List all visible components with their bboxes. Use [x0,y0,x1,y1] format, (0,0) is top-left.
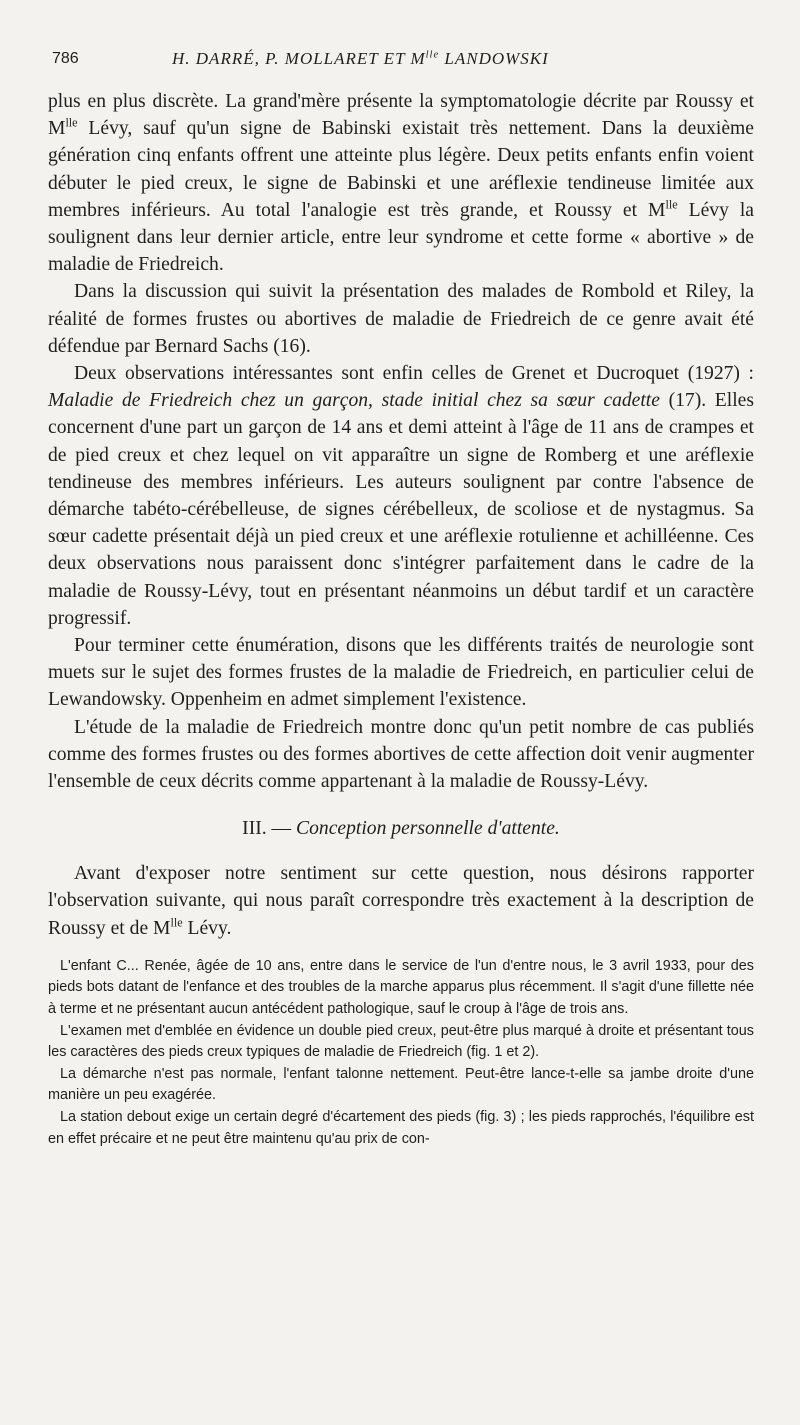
observation-paragraph-2: L'examen met d'emblée en évidence un double pied creux, peut-être plus marqué à droite et présentant tous les caractères des pieds creux typiques de maladie de Friedreich (fig. 1 et 2). [48,1022,754,1061]
paragraph-etude: L'étude de la maladie de Friedreich montre donc qu'un petit nombre de cas publiés comme des formes frustes ou des formes abortives de cette affection doit venir augmenter l'ensemble de ceux décrits comme appartenant à la maladie de Roussy-Lévy. [48,716,754,793]
observation-text [48,956,754,1150]
p3-text-b: (17). Elles concernent d'une part un garçon de 14 ans et demi atteint à l'âge de 11 ans de crampes et de pied creux et chez lequel on vit apparaître un signe de Romberg et une aréflexie tendineuse des membres inférieurs. Les auteurs soulignent par contre l'absence de démarche tabéto-cérébelleuse, de signes cérébelleux, de scoliose et de nystagmus. Sa sœur cadette présentait déjà un pied creux et une aréflexie rotulienne et achilléenne. Ces deux observations nous paraissent donc s'intégrer parfaitement dans le cadre de la maladie de Roussy-Lévy, tout en présentant néanmoins un début tardif et un caractère progressif. [48,390,754,629]
section-heading [48,815,754,842]
paragraph-continuation [48,88,754,278]
observation-paragraph-1: L'enfant C... Renée, âgée de 10 ans, entre dans le service de l'un d'entre nous, le 3 avril 1933, pour des pieds bots datant de l'enfance et des troubles de la marche apparus plus récemment. Il s'agit d'une fillette née à terme et ne présentant aucun antécédent pathologique, sauf le croup à l'âge de trois ans. [48,957,754,1018]
paragraph-avant [48,860,754,942]
p1-sup-2: lle [665,197,678,212]
p1-text-a: plus en plus discrète. La grand'mère présente la symptomatologie décrite par Roussy et M [48,91,754,140]
page [48,44,754,1150]
p6-sup: lle [170,915,183,930]
page-header [48,44,754,74]
section-number: III. — [242,818,297,840]
paragraph-traites: Pour terminer cette énumération, disons que les différents traités de neurologie sont muets sur le sujet des formes frustes de la maladie de Friedreich, en particulier celui de Lewandowsky. Oppenheim en admet simplement l'existence. [48,635,754,711]
paragraph-grenet-ducroquet [48,360,754,632]
p3-italic-title: Maladie de Friedreich chez un garçon, stade initial chez sa sœur cadette [48,390,660,412]
p1-text-b: Lévy, sauf qu'un signe de Babinski existait très nettement. Dans la deuxième génération cinq enfants offrent une atteinte plus légère. Deux petits enfants enfin voient débuter le pied creux, le signe de Babinski et une aréflexie tendineuse limitée aux membres inférieurs. Au total l'analogie est très grande, et Roussy et M [48,118,754,221]
observation-paragraph-3: La démarche n'est pas normale, l'enfant talonne nettement. Peut-être lance-t-elle sa jambe droite d'une manière un peu exagérée. [48,1065,754,1104]
section-title: Conception personnelle d'attente. [296,818,560,840]
observation-paragraph-4: La station debout exige un certain degré d'écartement des pieds (fig. 3) ; les pieds rapprochés, l'équilibre est en effet précaire et ne peut être maintenu qu'au prix de con- [48,1109,754,1147]
running-title-sup: lle [425,49,440,61]
running-title [172,44,549,74]
running-title-end: LANDOWSKI [439,49,549,68]
p3-text-a: Deux observations intéressantes sont enfin celles de Grenet et Ducroquet (1927) : [74,363,754,385]
p1-text-c: Lévy la soulignent dans leur dernier article, entre leur syndrome et cette forme « abortive » de maladie de Friedreich. [48,199,755,276]
paragraph-sachs: Dans la discussion qui suivit la présentation des malades de Rombold et Riley, la réalité de formes frustes ou abortives de maladie de Friedreich de ce genre avait été défendue par Bernard Sachs (16). [48,281,754,357]
page-number: 786 [52,50,79,67]
p1-sup-1: lle [65,115,78,130]
running-title-main: H. DARRÉ, P. MOLLARET ET M [172,49,426,68]
body-text [48,88,754,942]
p6-text-a: Avant d'exposer notre sentiment sur cette question, nous désirons rapporter l'observation suivante, qui nous paraît correspondre très exactement à la description de Roussy et de M [48,863,754,939]
p6-text-b: Lévy. [182,917,232,939]
